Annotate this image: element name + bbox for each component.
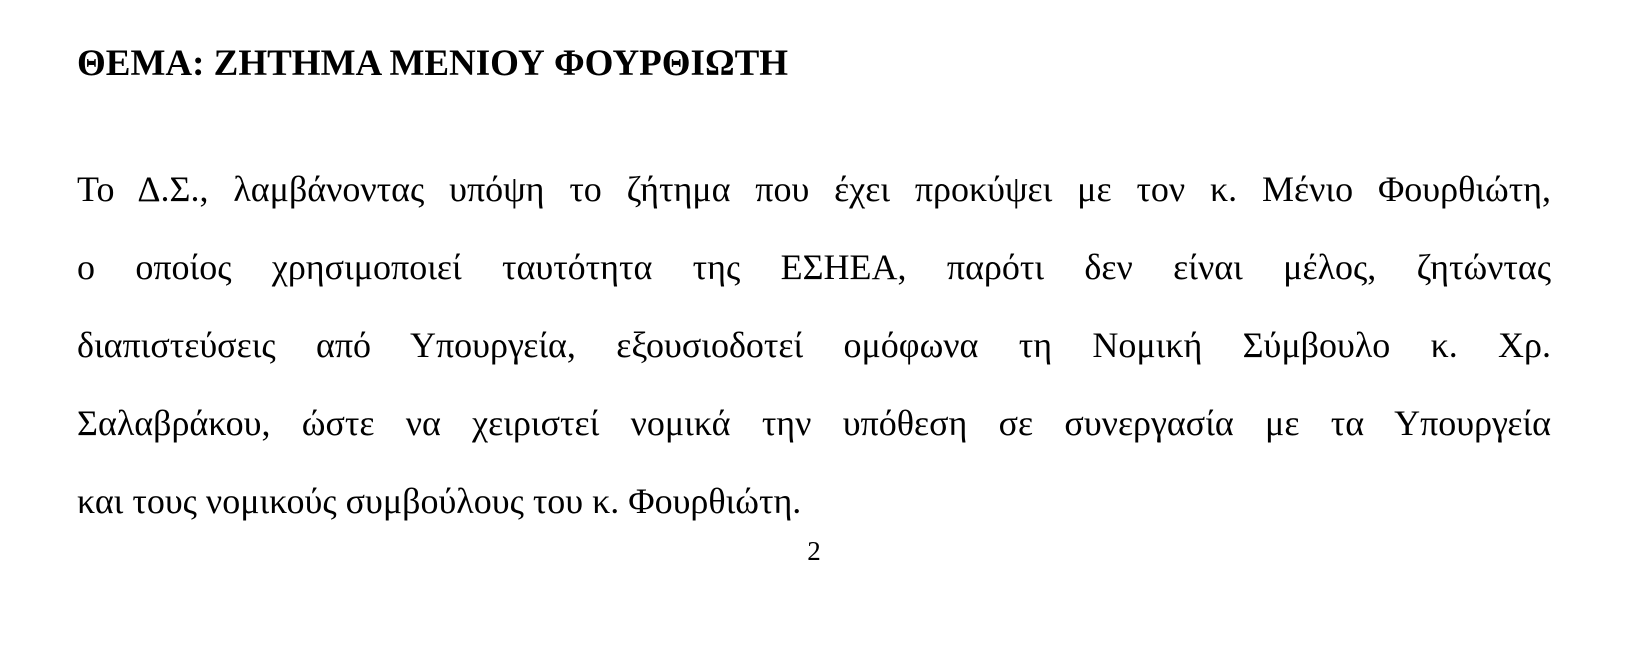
body-line: Το Δ.Σ., λαμβάνοντας υπόψη το ζήτημα που έχει προκύψει με τον κ. Μένιο Φουρθιώτη, — [77, 169, 1551, 209]
body-line: ο οποίος χρησιμοποιεί ταυτότητα της ΕΣΗΕΑ, παρότι δεν είναι μέλος, ζητώντας — [77, 247, 1551, 287]
body-line: διαπιστεύσεις από Υπουργεία, εξουσιοδοτεί ομόφωνα τη Νομική Σύμβουλο κ. Χρ. — [77, 325, 1551, 365]
body-line: Σαλαβράκου, ώστε να χειριστεί νομικά την υπόθεση σε συνεργασία με τα Υπουργεία — [77, 403, 1551, 443]
body-paragraph — [77, 150, 1551, 540]
page-number: 2 — [807, 536, 821, 566]
body-line: και τους νομικούς συμβούλους του κ. Φουρθιώτη. — [77, 481, 802, 521]
document-title: ΘΕΜΑ: ΖΗΤΗΜΑ ΜΕΝΙΟΥ ΦΟΥΡΘΙΩΤΗ — [77, 43, 789, 84]
